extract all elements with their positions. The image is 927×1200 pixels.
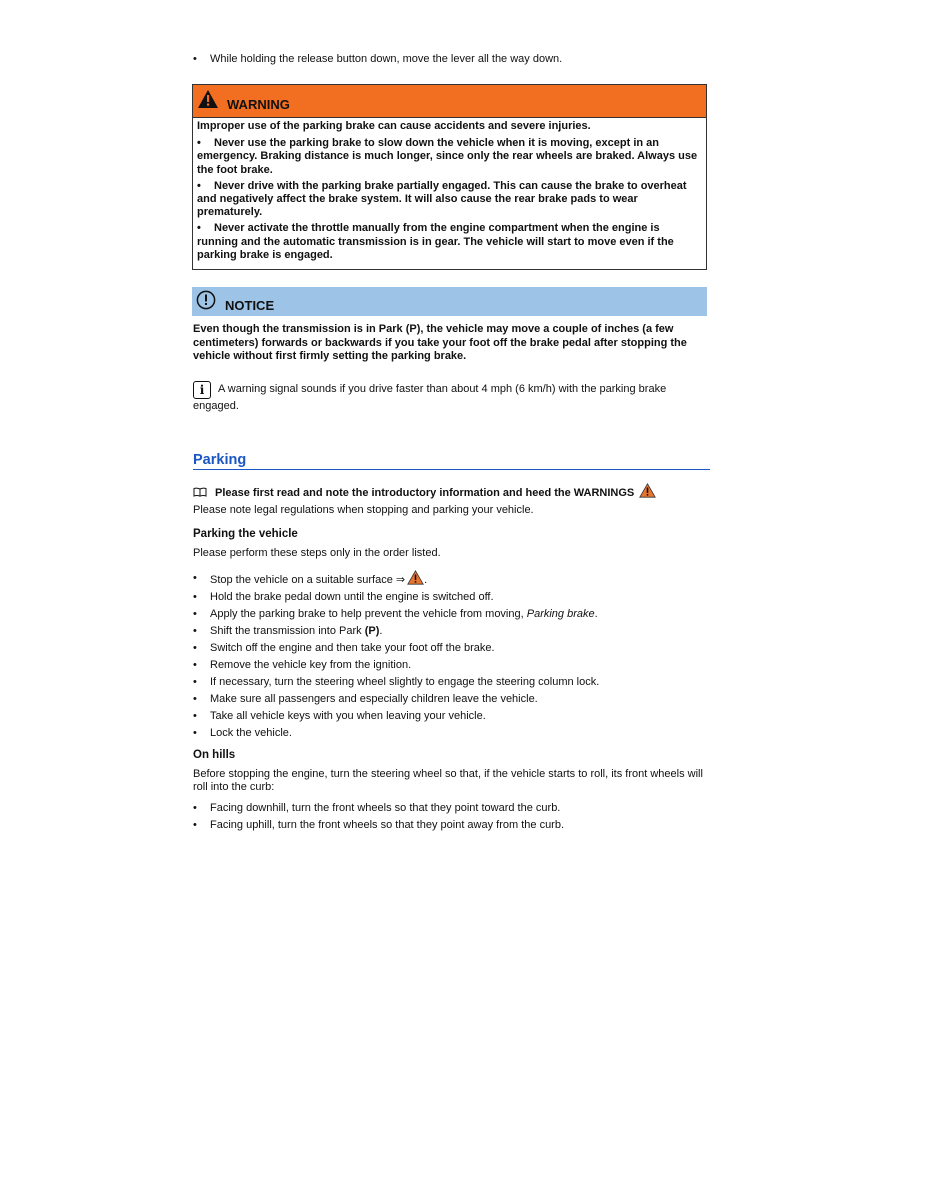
list-item (193, 606, 713, 623)
notice-body: Even though the transmission is in Park (P), the vehicle may move a couple of inches (a few centimeters) forwards or backwards if you take your foot off the brake pedal after stopping the vehicle without first firmly setting the parking brake. (193, 323, 687, 362)
warning-item-text: Never use the parking brake to slow down the vehicle when it is moving, except in an emergency. Braking distance is much longer, since only the rear wheels are braked. Always use the foot brake. (197, 137, 698, 176)
bullet-dot: • (193, 819, 197, 831)
step-text: If necessary, turn the steering wheel slightly to engage the steering column lock. (210, 676, 600, 688)
list-item (193, 725, 713, 742)
step-text: Make sure all passengers and especially children leave the vehicle. (210, 693, 538, 705)
parking-steps-list (193, 570, 713, 742)
subheading-on-hills: On hills (193, 749, 236, 761)
notice-header (192, 287, 707, 316)
warning-item-text: Never drive with the parking brake partially engaged. This can cause the brake to overheat and negatively affect the brake system. It will also cause the rear brake pads to wear prematurely. (197, 179, 687, 219)
bullet-dot: • (193, 625, 197, 637)
list-item (193, 691, 713, 708)
warning-triangle-icon[interactable] (639, 483, 656, 498)
step-text: Shift the transmission into Park (210, 625, 365, 637)
bullet-dot: • (193, 572, 197, 584)
list-item (193, 708, 713, 725)
legal-note: Please note legal regulations when stopping and parking your vehicle. (193, 504, 534, 516)
step-text: Take all vehicle keys with you when leaving your vehicle. (210, 710, 486, 722)
step-text-post: . (594, 608, 598, 620)
section-title-parking: Parking (193, 452, 710, 470)
step-text: Remove the vehicle key from the ignition. (210, 659, 412, 671)
parking-brake-link[interactable]: Parking brake (526, 608, 595, 620)
step-text-bold: (P) (364, 625, 380, 637)
step-text-post: . (379, 625, 383, 637)
top-bullet-text: While holding the release button down, move the lever all the way down. (210, 53, 563, 65)
bullet-dot: • (193, 608, 197, 620)
bullet-dot: • (193, 802, 197, 814)
step-text: Lock the vehicle. (210, 727, 292, 739)
info-text: A warning signal sounds if you drive faster than about 4 mph (6 km/h) with the parking brake engaged. (193, 383, 667, 412)
bullet-dot: • (193, 693, 197, 705)
subheading-parking-the-vehicle: Parking the vehicle (193, 528, 298, 540)
bullet-dot: • (193, 591, 197, 603)
hills-item-text: Facing downhill, turn the front wheels so that they point toward the curb. (210, 802, 561, 814)
book-icon (193, 487, 207, 497)
bullet-dot: • (193, 642, 197, 654)
warning-header (193, 85, 706, 118)
warning-box (192, 84, 707, 270)
warning-item (197, 137, 702, 177)
warning-title: WARNING (227, 96, 290, 112)
bullet-dot: • (193, 53, 197, 65)
list-item (193, 623, 713, 640)
bullet-dot: • (193, 710, 197, 722)
warning-triangle-icon (197, 89, 219, 109)
warning-body (193, 118, 706, 269)
bullet-dot: • (197, 179, 201, 192)
list-item (193, 800, 713, 817)
warning-item (197, 222, 702, 262)
hills-intro: Before stopping the engine, turn the steering wheel so that, if the vehicle starts to roll, its front wheels will roll into the curb: (193, 768, 703, 793)
intro-line (193, 483, 713, 501)
bullet-dot: • (197, 222, 201, 235)
bullet-dot: • (197, 137, 201, 150)
step-text: Apply the parking brake to help prevent the vehicle from moving, (210, 608, 527, 620)
bullet-dot: • (193, 727, 197, 739)
warning-item-text: Never activate the throttle manually from the engine compartment when the engine is running and the automatic transmission is in gear. The vehicle will start to move even if the parking brake is engaged. (197, 222, 674, 261)
warning-intro: Improper use of the parking brake can cause accidents and severe injuries. (197, 120, 591, 132)
bullet-dot: • (193, 659, 197, 671)
order-note: Please perform these steps only in the order listed. (193, 547, 441, 559)
intro-bold-text: Please first read and note the introductory information and heed the WARNINGS (215, 487, 635, 499)
step-text: Stop the vehicle on a suitable surface ⇒ (210, 574, 406, 586)
list-item (193, 640, 713, 657)
list-item (193, 674, 713, 691)
warning-triangle-icon[interactable] (407, 570, 424, 585)
hills-list (193, 800, 713, 834)
step-text: Hold the brake pedal down until the engine is switched off. (210, 591, 494, 603)
list-item (193, 657, 713, 674)
warning-item (197, 180, 702, 220)
list-item (193, 589, 713, 606)
info-icon: i (193, 381, 211, 399)
info-note (193, 381, 709, 413)
bullet-dot: • (193, 676, 197, 688)
notice-exclamation-icon (196, 290, 216, 310)
list-item (193, 817, 713, 834)
list-item: • Stop the vehicle on a suitable surface ⇒ . (193, 572, 428, 586)
notice-title: NOTICE (225, 297, 275, 313)
hills-item-text: Facing uphill, turn the front wheels so that they point away from the curb. (210, 819, 565, 831)
step-text: Switch off the engine and then take your foot off the brake. (210, 642, 495, 654)
top-bullet (193, 52, 730, 67)
